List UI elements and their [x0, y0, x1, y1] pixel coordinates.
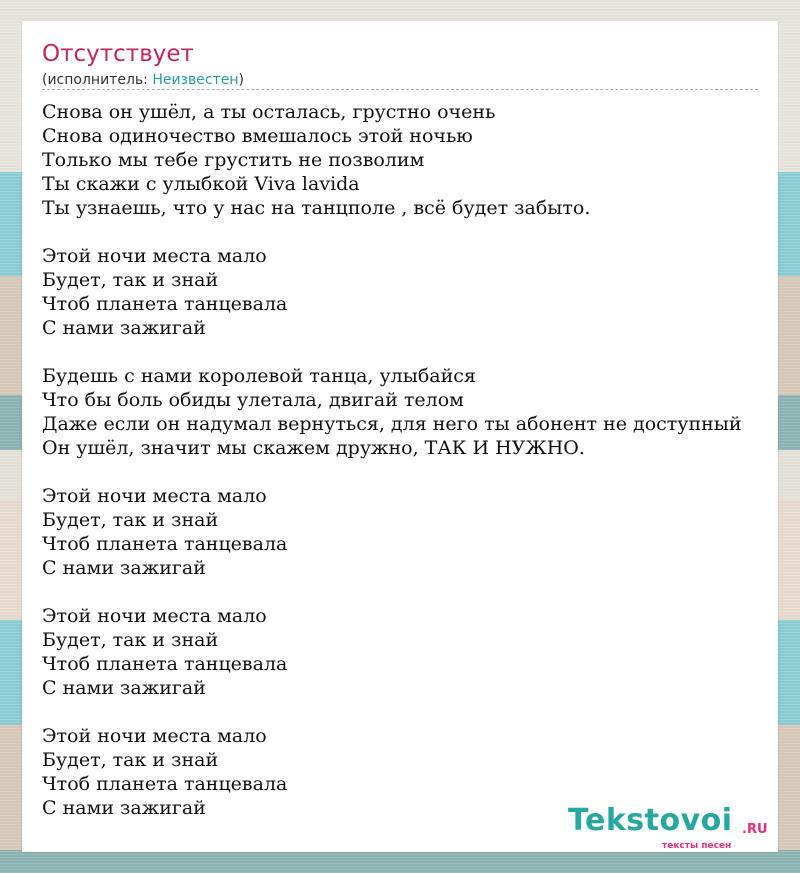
- title-divider: [42, 89, 758, 90]
- lyric-line: Чтоб планета танцевала: [42, 533, 288, 555]
- logo-tagline: тексты песен: [662, 841, 732, 851]
- site-logo[interactable]: [568, 803, 768, 851]
- lyrics-stanza: [42, 604, 778, 700]
- lyric-line: Будет, так и знай: [42, 629, 219, 651]
- lyric-line: Ты узнаешь, что у нас на танцполе , всё будет забыто.: [42, 197, 591, 219]
- lyric-line: С нами зажигай: [42, 557, 206, 579]
- lyric-line: Снова он ушёл, а ты осталась, грустно очень: [42, 101, 496, 123]
- artist-suffix: ): [238, 72, 244, 88]
- lyric-line: Даже если он надумал вернуться, для него ты абонент не доступный: [42, 413, 742, 435]
- lyric-line: Этой ночи места мало: [42, 605, 267, 627]
- lyric-line: С нами зажигай: [42, 797, 206, 819]
- artist-line: [42, 72, 244, 88]
- lyric-line: Только мы тебе грустить не позволим: [42, 149, 425, 171]
- lyric-line: Ты скажи с улыбкой Viva lavida: [42, 173, 360, 195]
- lyrics-stanza: [42, 484, 778, 580]
- lyric-line: Будет, так и знай: [42, 269, 219, 291]
- lyrics-card: [22, 21, 778, 852]
- lyrics-stanza: [42, 364, 778, 460]
- lyric-line: Этой ночи места мало: [42, 485, 267, 507]
- lyric-line: Чтоб планета танцевала: [42, 653, 288, 675]
- lyric-line: С нами зажигай: [42, 317, 206, 339]
- lyric-line: Чтоб планета танцевала: [42, 773, 288, 795]
- lyric-line: Этой ночи места мало: [42, 245, 267, 267]
- logo-tld: .RU: [742, 822, 768, 837]
- artist-link[interactable]: Неизвестен: [152, 72, 239, 88]
- logo-wordmark: Tekstovoi: [568, 803, 733, 838]
- song-title: Отсутствует: [42, 41, 194, 67]
- lyric-line: Этой ночи места мало: [42, 725, 267, 747]
- lyric-line: Будет, так и знай: [42, 749, 219, 771]
- lyric-line: С нами зажигай: [42, 677, 206, 699]
- lyric-line: Будешь с нами королевой танца, улыбайся: [42, 365, 476, 387]
- lyrics-stanza: [42, 244, 778, 340]
- lyrics-stanza: [42, 100, 778, 220]
- lyrics-text: [42, 100, 778, 820]
- lyric-line: Чтоб планета танцевала: [42, 293, 288, 315]
- lyric-line: Будет, так и знай: [42, 509, 219, 531]
- artist-prefix: (исполнитель:: [42, 72, 153, 88]
- lyric-line: Снова одиночество вмешалось этой ночью: [42, 125, 473, 147]
- lyric-line: Что бы боль обиды улетала, двигай телом: [42, 389, 464, 411]
- lyric-line: Он ушёл, значит мы скажем дружно, ТАК И НУЖНО.: [42, 437, 585, 459]
